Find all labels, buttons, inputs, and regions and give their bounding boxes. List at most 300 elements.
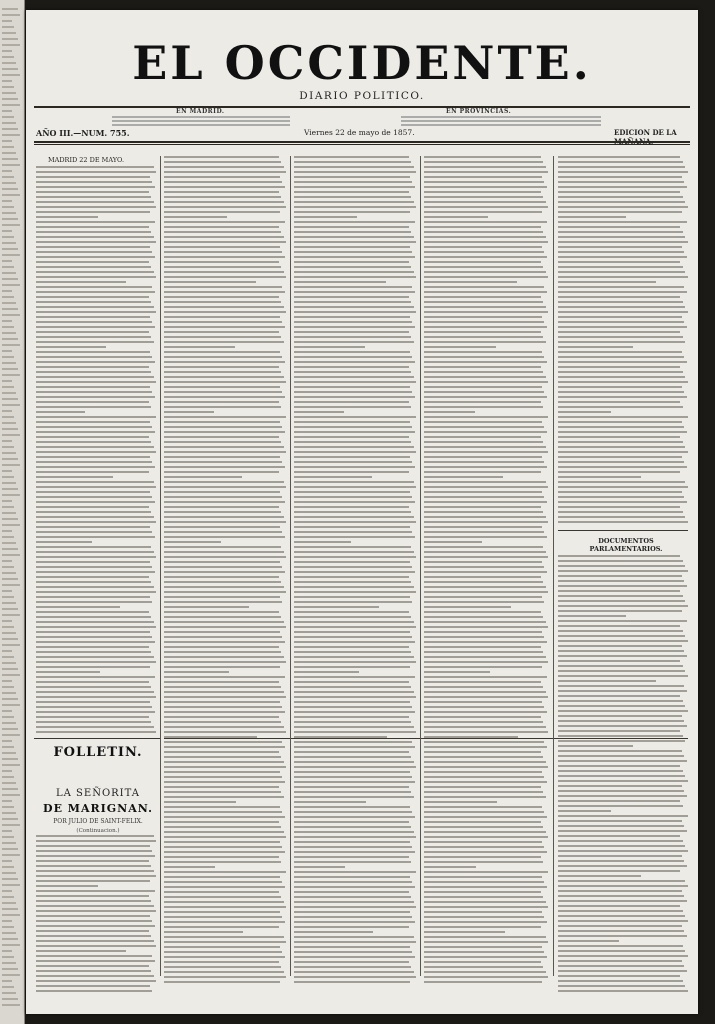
- text-line: [558, 555, 680, 557]
- text-line: [36, 546, 151, 548]
- text-line: [294, 841, 410, 843]
- text-line: [558, 166, 685, 168]
- text-line: [36, 501, 155, 503]
- text-line: [164, 716, 279, 718]
- text-line: [164, 671, 229, 673]
- text-line: [294, 926, 409, 928]
- text-line: [2, 554, 20, 556]
- text-line: [164, 166, 284, 168]
- text-line: [294, 201, 414, 203]
- text-line: [2, 806, 14, 808]
- folletin-label: FOLLETIN.: [53, 745, 143, 760]
- text-line: [164, 416, 286, 418]
- text-line: [294, 631, 410, 633]
- text-line: [2, 794, 20, 796]
- text-line: [164, 261, 279, 263]
- text-line: [558, 635, 685, 637]
- text-line: [424, 741, 544, 743]
- text-line: [558, 605, 688, 607]
- text-line: [36, 691, 154, 693]
- text-line: [36, 246, 150, 248]
- text-line: [294, 436, 409, 438]
- text-line: [294, 826, 411, 828]
- text-line: [2, 578, 18, 580]
- text-line: [424, 926, 541, 928]
- text-line: [36, 895, 149, 897]
- text-line: [558, 795, 687, 797]
- text-line: [558, 850, 688, 852]
- text-line: [36, 366, 149, 368]
- text-line: [2, 326, 14, 328]
- text-line: [558, 236, 685, 238]
- text-line: [558, 825, 684, 827]
- text-line: [424, 226, 541, 228]
- text-line: [2, 944, 20, 946]
- text-line: [36, 526, 150, 528]
- text-line: [424, 746, 547, 748]
- text-line: [424, 901, 546, 903]
- text-line: [2, 752, 16, 754]
- text-line: [36, 541, 92, 543]
- text-line: [294, 811, 412, 813]
- text-line: [2, 476, 14, 478]
- text-line: [558, 580, 684, 582]
- text-line: [36, 536, 155, 538]
- text-line: [424, 591, 548, 593]
- text-line: [294, 976, 416, 978]
- text-line: [424, 806, 542, 808]
- text-line: [424, 911, 542, 913]
- text-line: [164, 221, 285, 223]
- text-line: [424, 516, 546, 518]
- text-line: [558, 391, 684, 393]
- folletin-rule: [34, 738, 160, 739]
- text-line: [164, 446, 284, 448]
- text-line: [2, 758, 18, 760]
- text-line: [36, 716, 149, 718]
- text-line: [294, 271, 414, 273]
- text-line: [164, 186, 285, 188]
- text-line: [294, 641, 415, 643]
- text-line: [2, 764, 20, 766]
- text-line: [2, 266, 14, 268]
- text-line: [2, 704, 20, 706]
- text-line: [294, 236, 414, 238]
- text-line: [2, 506, 14, 508]
- text-line: [294, 936, 414, 938]
- text-line: [164, 206, 286, 208]
- text-line: [2, 572, 16, 574]
- text-line: [294, 771, 410, 773]
- text-line: [294, 386, 410, 388]
- text-line: [294, 426, 412, 428]
- parliament-column: [558, 555, 688, 995]
- text-line: [424, 481, 546, 483]
- text-line: [2, 344, 20, 346]
- text-line: [36, 416, 156, 418]
- text-line: [558, 665, 683, 667]
- text-line: [558, 521, 688, 523]
- text-line: [164, 901, 284, 903]
- text-line: [424, 846, 544, 848]
- text-line: [2, 62, 16, 64]
- text-line: [36, 945, 156, 947]
- edition-label: EDICION DE LA: [614, 128, 677, 137]
- text-line: [2, 566, 14, 568]
- text-line: [424, 866, 476, 868]
- text-line: [424, 646, 541, 648]
- text-line: [2, 602, 16, 604]
- text-line: [294, 206, 416, 208]
- text-line: [558, 735, 683, 737]
- text-line: [164, 771, 280, 773]
- text-line: [36, 401, 149, 403]
- text-line: [424, 196, 543, 198]
- text-line: [2, 122, 16, 124]
- text-line: [36, 935, 151, 937]
- text-line: [36, 266, 151, 268]
- text-line: [36, 321, 152, 323]
- text-line: [424, 576, 541, 578]
- location-provincias: EN PROVINCIAS.: [446, 108, 512, 115]
- text-line: [2, 662, 16, 664]
- text-line: [294, 576, 409, 578]
- text-line: [558, 211, 682, 213]
- text-line: [424, 601, 544, 603]
- text-line: [36, 940, 154, 942]
- text-line: [164, 286, 282, 288]
- text-line: [36, 351, 150, 353]
- text-line: [2, 962, 16, 964]
- text-line: [294, 276, 416, 278]
- text-line: [294, 361, 415, 363]
- text-line: [164, 551, 284, 553]
- text-line: [164, 321, 282, 323]
- text-line: [558, 980, 683, 982]
- text-line: [424, 406, 543, 408]
- text-line: [558, 481, 685, 483]
- text-line: [294, 666, 410, 668]
- text-line: [424, 756, 543, 758]
- text-line: [164, 886, 285, 888]
- text-line: [558, 965, 684, 967]
- text-line: [36, 196, 151, 198]
- text-line: [164, 181, 282, 183]
- text-line: [294, 626, 416, 628]
- text-line: [424, 281, 517, 283]
- text-line: [558, 501, 687, 503]
- text-line: [164, 761, 284, 763]
- text-line: [164, 561, 280, 563]
- text-line: [36, 980, 156, 982]
- text-line: [2, 470, 12, 472]
- text-line: [424, 346, 496, 348]
- text-line: [294, 701, 410, 703]
- text-line: [2, 560, 12, 562]
- text-line: [294, 306, 414, 308]
- text-line: [558, 271, 685, 273]
- text-line: [558, 625, 680, 627]
- text-line: [558, 570, 688, 572]
- text-line: [424, 616, 543, 618]
- text-line: [164, 791, 281, 793]
- text-line: [424, 811, 544, 813]
- text-line: [36, 181, 152, 183]
- text-line: [36, 641, 155, 643]
- text-line: [164, 256, 285, 258]
- text-line: [2, 614, 20, 616]
- text-line: [2, 500, 12, 502]
- text-line: [2, 176, 14, 178]
- text-line: [2, 908, 18, 910]
- text-line: [294, 366, 409, 368]
- text-line: [294, 906, 416, 908]
- text-line: [2, 386, 14, 388]
- text-line: [424, 341, 546, 343]
- text-line: [294, 896, 411, 898]
- text-line: [424, 241, 548, 243]
- text-line: [558, 341, 685, 343]
- text-line: [164, 486, 286, 488]
- text-line: [424, 276, 548, 278]
- text-line: [2, 896, 14, 898]
- text-line: [424, 431, 547, 433]
- text-line: [2, 74, 20, 76]
- text-line: [424, 661, 548, 663]
- text-line: [294, 316, 410, 318]
- text-line: [558, 316, 682, 318]
- text-line: [2, 320, 12, 322]
- text-line: [36, 850, 152, 852]
- text-line: [294, 221, 415, 223]
- text-line: [558, 326, 687, 328]
- text-line: [164, 951, 282, 953]
- text-line: [558, 920, 688, 922]
- text-line: [424, 396, 547, 398]
- text-line: [558, 970, 687, 972]
- text-line: [2, 290, 12, 292]
- text-line: [2, 530, 12, 532]
- text-line: [2, 92, 16, 94]
- text-line: [294, 546, 411, 548]
- text-line: [36, 451, 156, 453]
- text-line: [2, 824, 20, 826]
- text-line: [164, 331, 279, 333]
- text-line: [294, 531, 412, 533]
- text-line: [294, 416, 416, 418]
- text-line: [164, 391, 282, 393]
- text-line: [2, 674, 20, 676]
- text-line: [2, 98, 18, 100]
- text-line: [424, 386, 542, 388]
- text-line: [294, 166, 414, 168]
- text-line: [424, 376, 546, 378]
- text-line: [164, 236, 284, 238]
- text-line: [558, 585, 687, 587]
- text-line: [558, 885, 688, 887]
- text-line: [36, 925, 155, 927]
- text-line: [424, 476, 503, 478]
- text-line: [558, 755, 684, 757]
- text-line: [558, 725, 687, 727]
- masthead: EL OCCIDENTE.: [132, 36, 592, 90]
- text-line: [424, 416, 548, 418]
- text-line: [164, 851, 285, 853]
- text-line: [294, 461, 412, 463]
- text-line: [558, 895, 684, 897]
- previous-page-edge: [0, 0, 25, 1024]
- text-line: [294, 336, 411, 338]
- text-line: [2, 854, 20, 856]
- text-line: [2, 188, 18, 190]
- text-line: [2, 524, 20, 526]
- text-line: [2, 680, 12, 682]
- text-line: [2, 842, 16, 844]
- text-line: [36, 396, 155, 398]
- text-line: [424, 421, 542, 423]
- text-line: [36, 671, 100, 673]
- text-line: [558, 590, 680, 592]
- text-line: [36, 176, 150, 178]
- text-line: [2, 194, 20, 196]
- text-line: [294, 431, 415, 433]
- text-line: [294, 601, 412, 603]
- text-line: [424, 586, 546, 588]
- text-line: [164, 471, 279, 473]
- text-line: [2, 974, 20, 976]
- text-line: [294, 246, 410, 248]
- text-line: [2, 56, 14, 58]
- text-line: [424, 896, 543, 898]
- text-line: [2, 242, 16, 244]
- text-line: [294, 216, 357, 218]
- text-line: [424, 371, 543, 373]
- text-line: [36, 606, 120, 608]
- text-line: [294, 776, 412, 778]
- text-line: [424, 871, 548, 873]
- text-line: [36, 411, 85, 413]
- text-line: [2, 494, 20, 496]
- text-line: [36, 216, 98, 218]
- text-line: [558, 860, 684, 862]
- text-line: [2, 542, 16, 544]
- text-line: [558, 670, 685, 672]
- text-line: [558, 206, 688, 208]
- text-line: [36, 985, 150, 987]
- text-line: [558, 660, 680, 662]
- column-divider: [553, 156, 554, 976]
- text-line: [424, 261, 541, 263]
- text-line: [424, 876, 542, 878]
- text-line: [294, 591, 416, 593]
- text-line: [294, 791, 411, 793]
- text-line: [164, 596, 280, 598]
- text-line: [36, 845, 150, 847]
- text-line: [36, 301, 151, 303]
- text-line: [294, 326, 415, 328]
- text-line: [2, 404, 20, 406]
- text-line: [424, 681, 541, 683]
- text-line: [294, 301, 411, 303]
- text-line: [424, 976, 548, 978]
- text-line: [558, 221, 687, 223]
- text-line: [164, 171, 286, 173]
- novel-title-line1: LA SEÑORITA: [56, 788, 140, 799]
- text-line: [294, 706, 412, 708]
- text-line: [2, 296, 14, 298]
- text-line: [2, 32, 16, 34]
- text-line: [36, 875, 156, 877]
- text-line: [294, 876, 410, 878]
- folletin-text-column-1: [36, 825, 156, 995]
- text-line: [294, 401, 409, 403]
- text-line: [558, 396, 687, 398]
- text-line: [558, 870, 680, 872]
- text-line: [294, 711, 415, 713]
- text-line: [294, 981, 410, 983]
- text-line: [558, 765, 680, 767]
- text-line: [164, 491, 280, 493]
- text-line: [2, 722, 16, 724]
- text-line: [2, 590, 12, 592]
- text-line: [558, 640, 688, 642]
- text-line: [36, 910, 156, 912]
- text-line: [294, 421, 410, 423]
- text-line: [2, 200, 12, 202]
- text-line: [36, 561, 150, 563]
- text-line: [558, 201, 685, 203]
- text-line: [164, 786, 279, 788]
- text-line: [558, 386, 682, 388]
- text-line: [294, 886, 415, 888]
- text-line: [2, 716, 14, 718]
- text-line: [2, 488, 18, 490]
- text-line: [2, 68, 18, 70]
- text-line: [558, 331, 680, 333]
- text-line: [36, 261, 149, 263]
- text-line: [558, 930, 684, 932]
- text-line: [164, 891, 279, 893]
- text-line: [294, 551, 414, 553]
- text-line: [2, 170, 12, 172]
- text-line: [164, 481, 284, 483]
- text-line: [558, 955, 688, 957]
- text-line: [424, 251, 544, 253]
- text-line: [2, 428, 18, 430]
- text-line: [164, 216, 227, 218]
- text-line: [558, 905, 680, 907]
- text-line: [164, 876, 280, 878]
- text-line: [424, 441, 543, 443]
- text-line: [2, 584, 20, 586]
- text-line: [164, 476, 242, 478]
- text-line: [294, 396, 415, 398]
- text-line: [558, 915, 685, 917]
- text-line: [424, 501, 547, 503]
- text-line: [164, 576, 279, 578]
- text-line: [2, 980, 12, 982]
- text-line: [294, 371, 411, 373]
- text-line: [294, 786, 409, 788]
- text-line: [2, 890, 12, 892]
- text-line: [294, 181, 412, 183]
- text-line: [164, 586, 284, 588]
- text-line: [558, 810, 611, 812]
- text-line: [294, 721, 411, 723]
- text-line: [164, 911, 280, 913]
- text-line: [424, 936, 546, 938]
- text-line: [164, 466, 285, 468]
